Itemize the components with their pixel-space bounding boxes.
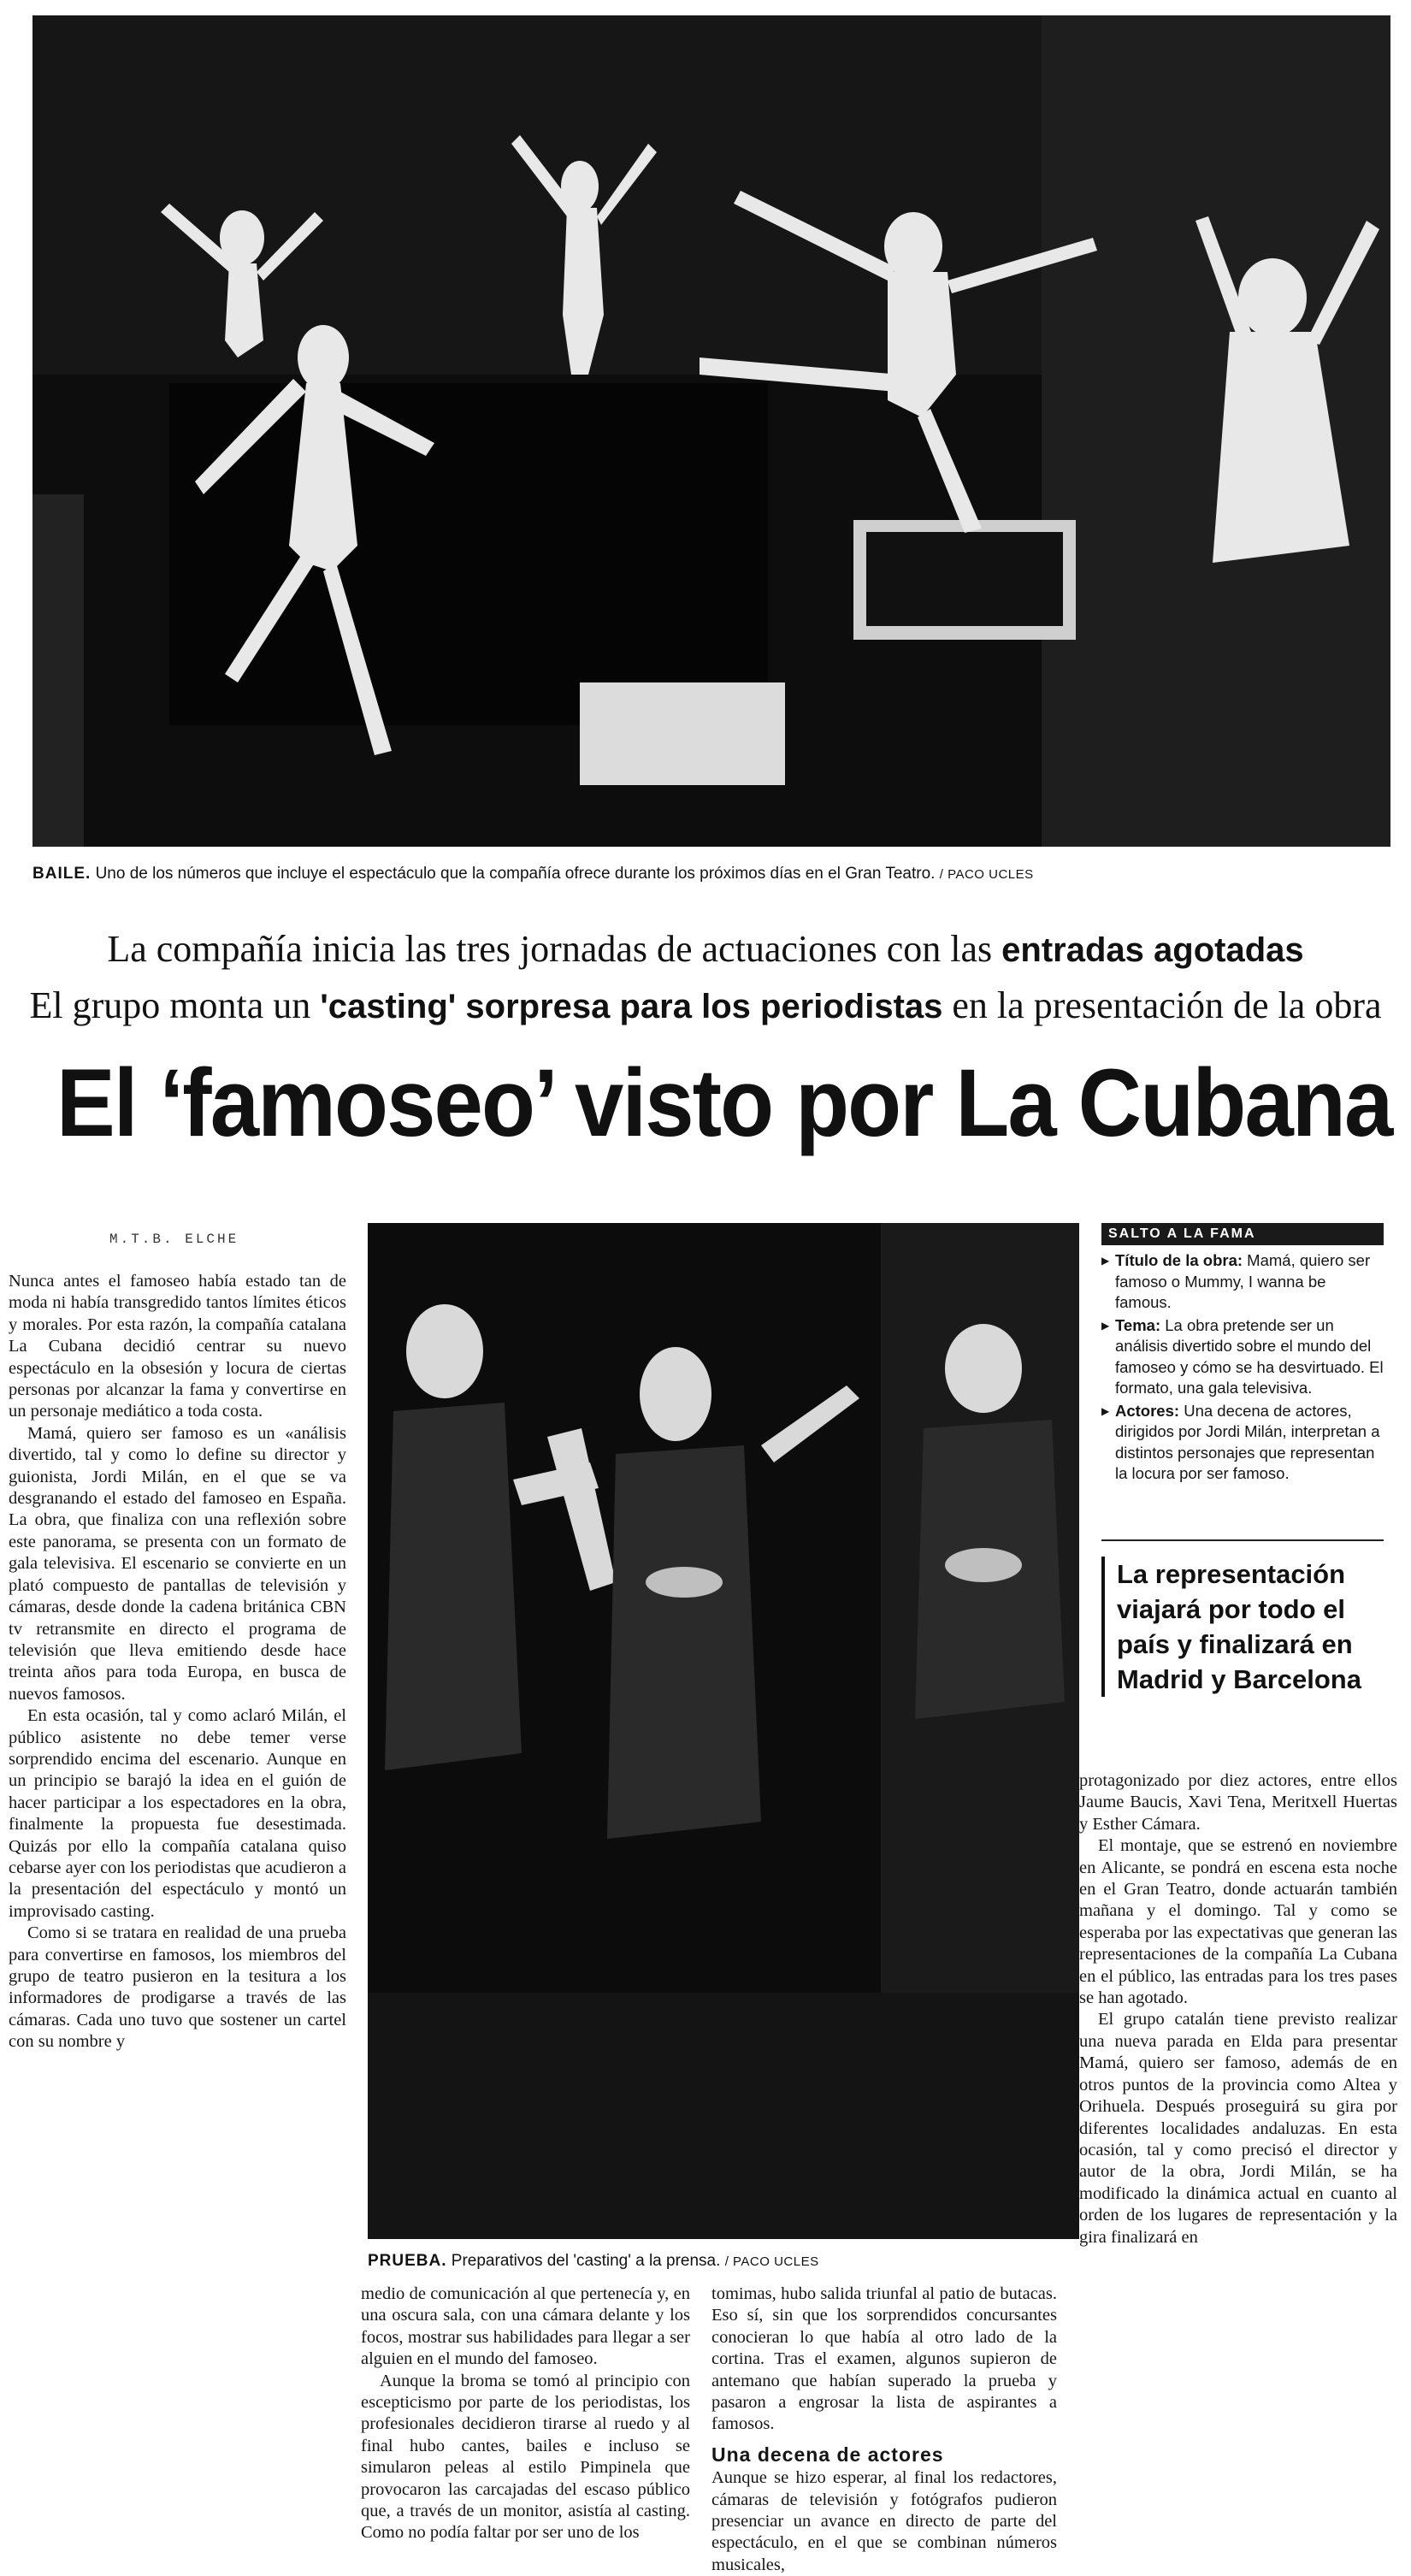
caption-label: BAILE. [32, 865, 92, 883]
sidebar-facts [1101, 1250, 1384, 1486]
photo-top-caption [32, 864, 1390, 885]
subhead-2-plain-b: en la presentación de la obra [952, 984, 1382, 1026]
section-heading: Una decena de actores [711, 2443, 944, 2466]
byline: M.T.B. ELCHE [109, 1232, 239, 1247]
sidebar-item-label: Tema: [1115, 1315, 1161, 1334]
sidebar-item-text: La obra pretende ser un análisis divertido sobre el mundo del famoseo y cómo se ha desvirtuado. El formato, una gala televisiva. [1115, 1315, 1384, 1397]
article-column-4 [1079, 1770, 1397, 2463]
pull-quote: La representación viajará por todo el país y finalizará en Madrid y Barcelona [1101, 1557, 1384, 1697]
sidebar-item [1101, 1250, 1384, 1314]
paragraph: tomimas, hubo salida triunfal al patio de butacas. Eso sí, sin que los sorprendidos concursantes conocieran lo que había al otro lado de la cortina. Tras el examen, algunos supieron de antemano que habían superado la prueba y pasaron a engrosar la lista de aspirantes a famosos. [711, 2284, 1057, 2434]
photo-dance-scene [32, 15, 1390, 847]
caption-text: Uno de los números que incluye el espectáculo que la compañía ofrece durante los próximos días en el Gran Teatro. [95, 865, 936, 883]
subhead-1-bold: entradas agotadas [1001, 931, 1304, 969]
paragraph: Aunque la broma se tomó al principio con escepticismo por parte de los periodistas, los profesionales decidieron tirarse al ruedo y al final hubo cantes, bailes e incluso se simularon peleas al estilo Pimpinela que provocaron las carcajadas del escaso público que, a través de un monitor, asistía al casting. Como no podía faltar por ser uno de los [361, 2371, 690, 2543]
caption-text: Preparativos del 'casting' a la prensa. [451, 2252, 721, 2270]
sidebar-item-label: Título de la obra: [1115, 1251, 1243, 1269]
photo-credit: / PACO UCLES [939, 867, 1034, 882]
paragraph: Mamá, quiero ser famoso es un «análisis divertido, tal y como lo define su director y guionista, Jordi Milán, en el que se va desgranando el estado del famoseo en España. La obra, que finaliza con una reflexión sobre este panorama, se presenta con un formato de gala televisiva. El escenario se convierte en un plató compuesto de pantallas de televisión y cámaras, desde donde la cadena británica CBN tv retransmite en directo el programa de televisión que lleva emitiendo desde hace treinta años para toda Europa, en busca de nuevos famosos. [9, 1423, 346, 1704]
sidebar-rule [1101, 1539, 1384, 1541]
subhead-2-bold: 'casting' sorpresa para los periodistas [320, 988, 943, 1025]
paragraph: Aunque se hizo esperar, al final los redactores, cámaras de televisión y fotógrafos pudieron presenciar un avance en directo de parte del espectáculo, en el que se combinan números musicales, [711, 2468, 1057, 2574]
article-column-3 [711, 2284, 1057, 2574]
caption-label: PRUEBA. [368, 2252, 447, 2270]
photo-credit: / PACO UCLES [724, 2254, 819, 2269]
paragraph: protagonizado por diez actores, entre ellos Jaume Baucis, Xavi Tena, Meritxell Huertas y Esther Cámara. [1079, 1771, 1397, 1834]
sidebar-item-text: Una decena de actores, dirigidos por Jordi Milán, interpretan a distintos personajes que representan la locura por ser famoso. [1115, 1401, 1380, 1482]
photo-mid-caption [368, 2251, 1079, 2272]
paragraph: Como si se tratara en realidad de una prueba para convertirse en famosos, los miembros del grupo de teatro pusieron en la tesitura a los informadores de prodigarse a través de las cámaras. Cada uno tuvo que sostener un cartel con su nombre y [9, 1923, 346, 2052]
sidebar-item [1101, 1315, 1384, 1399]
paragraph: medio de comunicación al que pertenecía y, en una oscura sala, con una cámara delante y los focos, mostrar sus habilidades para llegar a ser alguien en el mundo del famoseo. [361, 2284, 690, 2369]
sidebar-item-text: Mamá, quiero ser famoso o Mummy, I wanna be famous. [1115, 1251, 1371, 1311]
subhead-1 [0, 927, 1411, 972]
article-column-2 [361, 2284, 690, 2543]
sidebar-title: SALTO A LA FAMA [1101, 1223, 1384, 1245]
sidebar-item-label: Actores: [1115, 1401, 1180, 1420]
subhead-2-plain-a: El grupo monta un [29, 984, 311, 1026]
headline: El ‘famoseo’ visto por La Cubana [56, 1049, 1392, 1156]
subhead-2 [0, 984, 1411, 1029]
subhead-1-plain: La compañía inicia las tres jornadas de actuaciones con las [107, 928, 993, 970]
article-column-1 [9, 1271, 346, 2463]
paragraph: En esta ocasión, tal y como aclaró Milán, el público asistente no debe temer verse sorprendido encima del escenario. Aunque en un principio se barajó la idea en el guión de hacer participar a los espectadores en la obra, finalmente la propuesta fue desestimada. Quizás por ello la compañía catalana quiso cebarse ayer con los periodistas que acudieron a la presentación del espectáculo y montó un improvisado casting. [9, 1706, 346, 1921]
sidebar-item [1101, 1401, 1384, 1485]
paragraph: Nunca antes el famoseo había estado tan de moda ni había transgredido tantos límites éticos y morales. Por esta razón, la compañía catalana La Cubana decidió centrar su nuevo espectáculo en la obsesión y locura de ciertas personas por alcanzar la fama y convertirse en un personaje mediático a toda costa. [9, 1272, 346, 1421]
paragraph: El montaje, que se estrenó en noviembre en Alicante, se pondrá en escena esta noche en el Gran Teatro, donde actuarán también mañana y el domingo. Tal y como se esperaba por las expectativas que generan las representaciones de la compañía La Cubana en el público, las entradas para los tres pases se han agotado. [1079, 1836, 1397, 2008]
paragraph: El grupo catalán tiene previsto realizar una nueva parada en Elda para presentar Mamá, quiero ser famoso, además de en otros puntos de la provincia como Altea y Orihuela. Después proseguirá su gira por diferentes localidades andaluzas. En esta ocasión, tal y como precisó el director y autor de la obra, Jordi Milán, se ha modificado la dinámica actual en cuanto al orden de los lugares de representación y la gira finalizará en [1079, 2010, 1397, 2247]
photo-casting-scene [368, 1223, 1079, 2239]
